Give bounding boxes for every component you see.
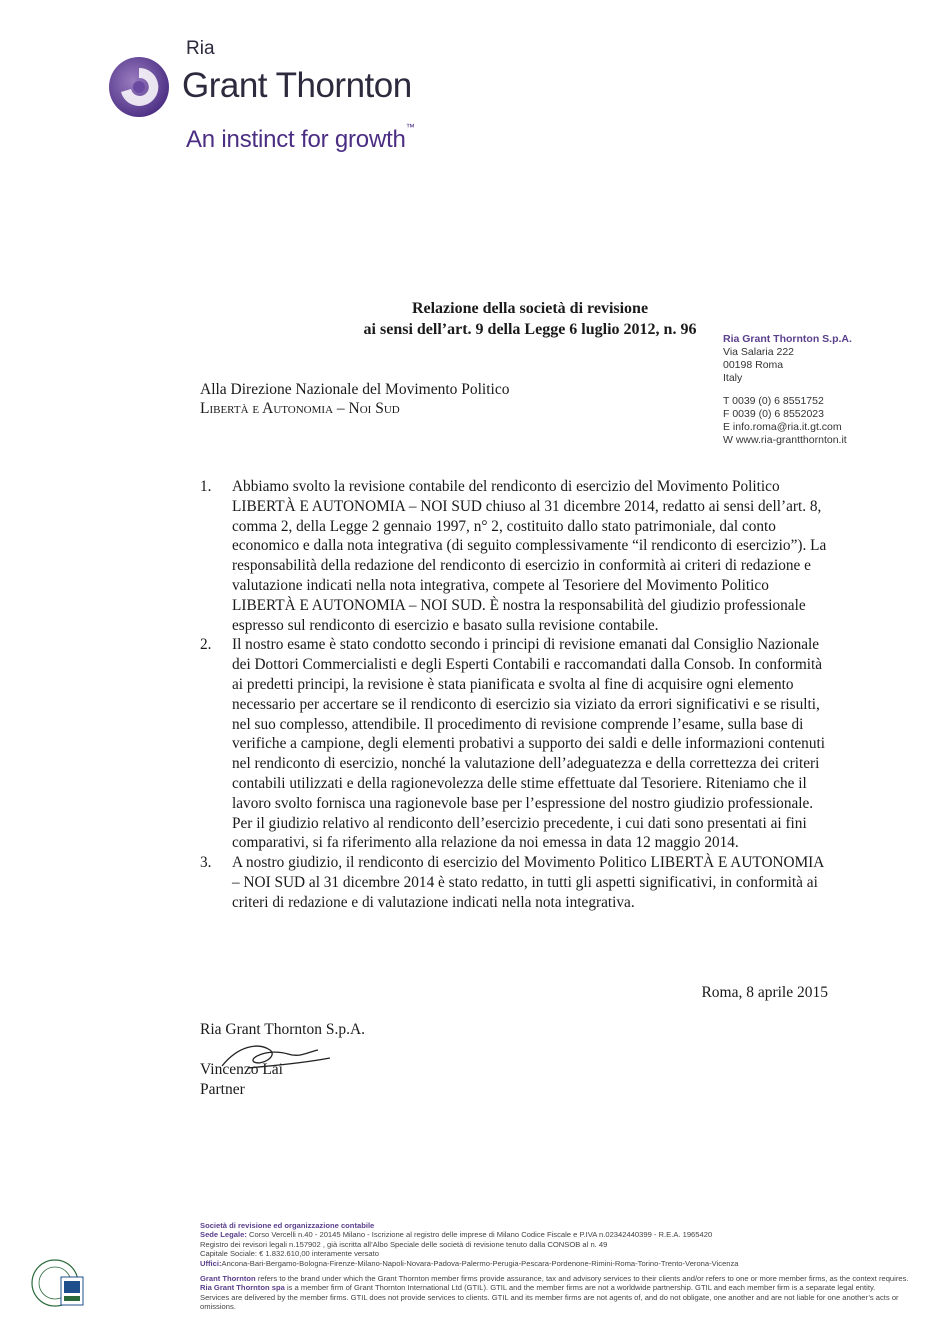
footer-heading: Società di revisione ed organizzazione contabile bbox=[200, 1221, 375, 1230]
address-country: Italy bbox=[723, 372, 743, 384]
footer-legal-seat bbox=[200, 1230, 920, 1239]
footer-capitale: Capitale Sociale: € 1.832.610,00 interamente versato bbox=[200, 1249, 379, 1259]
brand-prefix: Ria bbox=[186, 38, 215, 59]
footer-rgt-text: is a member firm of Grant Thornton International Ltd (GTIL). GTIL and the member firms are not a worldwide partnership. GTIL and each member firm is a separate legal entity. bbox=[286, 1283, 876, 1293]
document-title bbox=[320, 298, 740, 340]
office-address-block bbox=[723, 333, 893, 447]
address-city: 00198 Roma bbox=[723, 359, 784, 371]
accreditation-mark-icon bbox=[60, 1276, 84, 1306]
paragraph-number: 1. bbox=[200, 478, 212, 495]
paragraph-number: 2. bbox=[200, 636, 212, 654]
address-fax: F 0039 (0) 6 8552023 bbox=[723, 408, 824, 420]
tagline-text: An instinct for growth bbox=[186, 126, 406, 153]
brand-tagline bbox=[186, 122, 415, 154]
paragraph-number: 3. bbox=[200, 854, 212, 872]
footer-rgt-note bbox=[200, 1283, 920, 1292]
footer-gt-note bbox=[200, 1274, 920, 1283]
signatory-role: Partner bbox=[200, 1081, 245, 1098]
signatory-name: Vincenzo Lai bbox=[200, 1061, 283, 1078]
paragraph-text: Il nostro esame è stato condotto secondo i principi di revisione emanati dal Consiglio Nazionale dei Dottori Commercialisti e degli Esperti Contabili e raccomandati dalla Consob. In conformità ai predetti principi, la revisione è stata pianificata e svolta al fine di acquisire ogni elemento necessario per accertare se il rendiconto di esercizio sia viziato da errori significativi e se risulti, nel suo complesso, attendibile. Il procedimento di revisione comprende l’esame, sulla base di verifiche a campione, degli elementi probativi a supporto dei saldi e delle informazioni contenuti nel rendiconto di esercizio, nonché la valutazione dell’adeguatezza e della correttezza dei criteri contabili utilizzati e della ragionevolezza delle stime effettuate dal Tesoriere. Riteniamo che il lavoro svolto fornisca una ragionevole base per l’espressione del nostro giudizio professionale. bbox=[232, 636, 825, 812]
recipient-block bbox=[200, 380, 510, 418]
footer-offices bbox=[200, 1259, 920, 1268]
footer-sede-text: Corso Vercelli n.40 - 20145 Milano - Iscrizione al registro delle imprese di Milano Codice Fiscale e P.IVA n.02342440399 - R.E.A. 1965420 bbox=[248, 1230, 713, 1240]
numbered-paragraph bbox=[200, 477, 832, 635]
recipient-line-1: Alla Direzione Nazionale del Movimento Politico bbox=[200, 381, 510, 398]
footer-services-note: Services are delivered by the member firms. GTIL does not provide services to clients. GTIL and its member firms are not agents of, and do not obligate, one another and are not liable for one another’s acts or omissions. bbox=[200, 1292, 899, 1312]
numbered-paragraph bbox=[200, 853, 832, 912]
footer-uffici-label: Uffici: bbox=[200, 1258, 222, 1268]
address-street: Via Salaria 222 bbox=[723, 346, 795, 358]
footer-uffici-text: Ancona-Bari-Bergamo-Bologna-Firenze-Milano-Napoli-Novara-Padova-Palermo-Perugia-Pescara-Pordenone-Rimini-Roma-Torino-Trento-Verona-Vicenza bbox=[221, 1258, 739, 1268]
brand-name: Grant Thornton bbox=[182, 66, 412, 105]
footer-rgt-label: Ria Grant Thornton spa bbox=[200, 1283, 285, 1293]
legal-footer bbox=[200, 1221, 920, 1312]
address-company: Ria Grant Thornton S.p.A. bbox=[723, 333, 852, 345]
paragraph-text: A nostro giudizio, il rendiconto di esercizio del Movimento Politico LIBERTÀ E AUTONOMIA – NOI SUD al 31 dicembre 2014 è stato redatto, in tutti gli aspetti significativi, in conformità ai criteri di redazione e di valutazione indicati nella nota integrativa. bbox=[232, 854, 824, 911]
address-email: E info.roma@ria.it.gt.com bbox=[723, 421, 842, 433]
footer-sede-label: Sede Legale: bbox=[200, 1230, 247, 1240]
address-telephone: T 0039 (0) 6 8551752 bbox=[723, 395, 824, 407]
signatory-company: Ria Grant Thornton S.p.A. bbox=[200, 1021, 366, 1038]
address-website: W www.ria-grantthornton.it bbox=[723, 434, 847, 446]
paragraph-extra-text: Per il giudizio relativo al rendiconto dell’esercizio precedente, i cui dati sono presentati ai fini comparativi, si fa riferimento alla relazione da noi emessa in data 12 maggio 2014. bbox=[232, 814, 807, 852]
recipient-line-2: Libertà e Autonomia – Noi Sud bbox=[200, 400, 400, 417]
title-line-2: ai sensi dell’art. 9 della Legge 6 luglio 2012, n. 96 bbox=[363, 321, 697, 338]
place-and-date: Roma, 8 aprile 2015 bbox=[701, 984, 828, 1001]
footer-gt-label: Grant Thornton bbox=[200, 1274, 256, 1284]
paragraph-text: Abbiamo svolto la revisione contabile del rendiconto di esercizio del Movimento Politico LIBERTÀ E AUTONOMIA – NOI SUD chiuso al 31 dicembre 2014, redatto ai sensi dell’art. 8, comma 2, della Legge 2 gennaio 1997, n° 2, costituito dallo stato patrimoniale, dal conto economico e dalla nota integrativa (di seguito complessivamente “il rendiconto di esercizio”). La responsabilità della redazione del rendiconto di esercizio in conformità ai criteri di redazione e valutazione indicati nella nota integrativa, compete al Tesoriere del Movimento Politico LIBERTÀ E AUTONOMIA – NOI SUD. È nostra la responsabilità del giudizio professionale espresso sul rendiconto di esercizio e basato sulla revisione contabile. bbox=[232, 478, 827, 634]
grant-thornton-logo-icon bbox=[108, 56, 170, 118]
footer-registro: Registro dei revisori legali n.157902 , già iscritta all’Albo Speciale delle società di revisione tenuto dalla CONSOB al n. 49 bbox=[200, 1239, 608, 1249]
numbered-paragraph bbox=[200, 635, 832, 853]
trademark-symbol: ™ bbox=[405, 122, 415, 132]
footer-gt-text: refers to the brand under which the Grant Thornton member firms provide assurance, tax and advisory services to their clients and/or refers to one or more member firms, as the context requires. bbox=[257, 1274, 909, 1284]
report-body bbox=[200, 477, 832, 913]
handwritten-signature bbox=[218, 1036, 338, 1076]
title-line-1: Relazione della società di revisione bbox=[411, 300, 649, 317]
